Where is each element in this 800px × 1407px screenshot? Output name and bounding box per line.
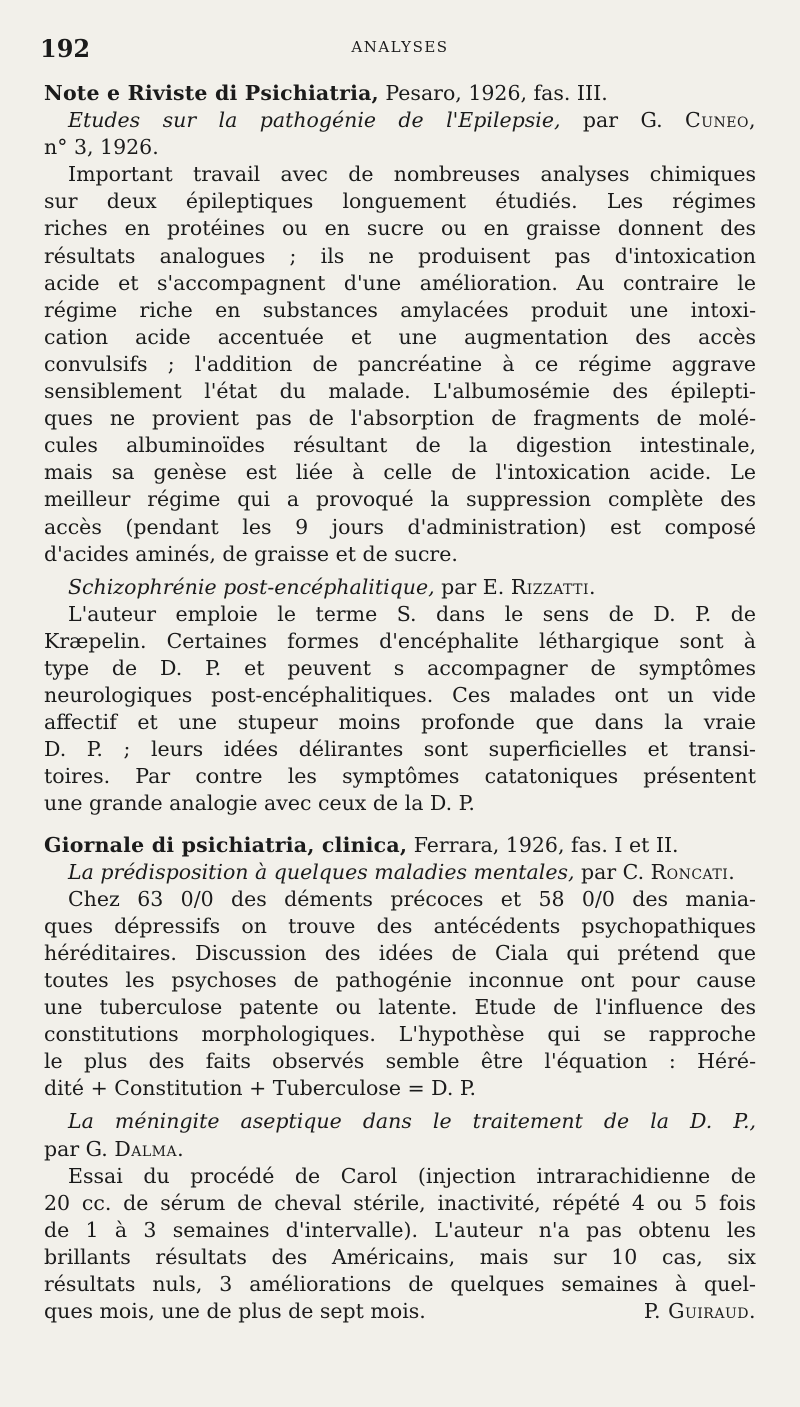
text-line: accès (pendant les 9 jours d'administration) est composé [44, 514, 756, 539]
text-line: ques ne provient pas de l'absorption de fragments de molé- [44, 406, 756, 431]
article-byline [44, 1136, 756, 1163]
article-title-continuation: n° 3, 1926. [44, 135, 159, 160]
text-line: L'auteur emploie le terme S. dans le sens de D. P. de [68, 601, 756, 626]
text-line: neurologiques post-encéphalitiques. Ces malades ont un vide [44, 683, 756, 708]
journal-details: Pesaro, 1926, fas. III. [378, 81, 608, 105]
page-header [0, 32, 800, 68]
article-abstract [44, 161, 756, 567]
journal-name: Note e Riviste di Psichiatria, [44, 81, 379, 105]
article-by: par G. [44, 1136, 115, 1161]
text-line: 20 cc. de sérum de cheval stérile, inactivité, répété 4 ou 5 fois [44, 1190, 756, 1215]
article-by: par C. [574, 859, 651, 884]
article-author: Rizzatti. [510, 574, 597, 599]
journal-details: Ferrara, 1926, fas. I et II. [407, 832, 679, 857]
text-line: une grande analogie avec ceux de la D. P. [44, 791, 475, 816]
text-line: acide et s'accompagnent d'une amélioration. Au contraire le [44, 270, 756, 295]
article-title-line [44, 859, 756, 886]
article-title-line [44, 1108, 756, 1135]
text-line: résultats analogues ; ils ne produisent pas d'intoxication [44, 243, 756, 268]
text-line: type de D. P. et peuvent s accompagner de symptômes [44, 655, 756, 680]
text-line: régime riche en substances amylacées produit une intoxi- [44, 297, 756, 322]
article-title-line [44, 574, 756, 601]
article-author: Roncati. [650, 859, 736, 884]
article-abstract [44, 601, 756, 818]
text-line: Essai du procédé de Carol (injection intrarachidienne de [68, 1163, 756, 1188]
text-line: résultats nuls, 3 améliorations de quelques semaines à quel- [44, 1272, 756, 1297]
text-line: affectif et une stupeur moins profonde que dans la vraie [44, 710, 756, 735]
page-number: 192 [40, 34, 91, 63]
text-line: mais sa genèse est liée à celle de l'intoxication acide. Le [44, 460, 756, 485]
text-line: D. P. ; leurs idées délirantes sont superficielles et transi- [44, 737, 756, 762]
journal-name: Giornale di psichiatria, clinica, [44, 832, 408, 857]
text-line: convulsifs ; l'addition de pancréatine à ce régime aggrave [44, 351, 756, 376]
article-title: Schizophrénie post-encéphalitique, [68, 574, 435, 599]
article-title: La méningite aseptique dans le traitement de la D. P., [68, 1109, 756, 1134]
text-line: une tuberculose patente ou latente. Etude de l'influence des [44, 995, 756, 1020]
text-line: d'acides aminés, de graisse et de sucre. [44, 541, 458, 566]
text-line: toutes les psychoses de pathogénie inconnue ont pour cause [44, 968, 756, 992]
article-abstract [44, 886, 756, 1103]
text-line [44, 1298, 756, 1325]
text-line: ques dépressifs on trouve des antécédents psychopathiques [44, 913, 756, 938]
article-title-line [44, 107, 756, 134]
text-line: Chez 63 0/0 des déments précoces et 58 0/0 des mania- [68, 886, 756, 911]
text-line: riches en protéines ou en sucre ou en graisse donnent des [44, 216, 756, 241]
article-abstract [44, 1163, 756, 1326]
text-line: de 1 à 3 semaines d'intervalle). L'auteur n'a pas obtenu les [44, 1217, 756, 1242]
text-line: sensiblement l'état du malade. L'albumosémie des épilepti- [44, 379, 756, 404]
article-title: Etudes sur la pathogénie de l'Epilepsie, [68, 108, 561, 133]
text-line: cation acide accentuée et une augmentation des accès [44, 324, 756, 349]
text-line: héréditaires. Discussion des idées de Ciala qui prétend que [44, 940, 756, 965]
text-line: Kræpelin. Certaines formes d'encéphalite léthargique sont à [44, 628, 756, 653]
reviewer-signature: P. Guiraud. [643, 1299, 756, 1324]
article-by: par G. [560, 108, 686, 133]
text-line: meilleur régime qui a provoqué la suppression complète des [44, 487, 756, 512]
journal-heading [44, 80, 756, 107]
text-line: sur deux épileptiques longuement étudiés. Les régimes [44, 189, 756, 214]
article-author: Cuneo, [685, 108, 756, 133]
text-line: dité + Constitution + Tuberculose = D. P. [44, 1076, 477, 1101]
text-line: brillants résultats des Américains, mais sur 10 cas, six [44, 1244, 756, 1269]
text-line: le plus des faits observés semble être l'équation : Héré- [44, 1049, 756, 1074]
text-line: cules albuminoïdes résultant de la digestion intestinale, [44, 433, 756, 458]
article-title: La prédisposition à quelques maladies mentales, [68, 859, 575, 884]
journal-heading [44, 832, 756, 859]
text-line: toires. Par contre les symptômes catatoniques présentent [44, 764, 756, 789]
article-author: Dalma. [114, 1136, 185, 1161]
text-line: constitutions morphologiques. L'hypothèse qui se rapproche [44, 1022, 756, 1047]
text-line-end: ques mois, une de plus de sept mois. [44, 1299, 426, 1324]
text-line: Important travail avec de nombreuses analyses chimiques [68, 162, 756, 187]
article-by: par E. [434, 574, 511, 599]
document-body [44, 80, 756, 1325]
running-title: ANALYSES [351, 38, 449, 56]
